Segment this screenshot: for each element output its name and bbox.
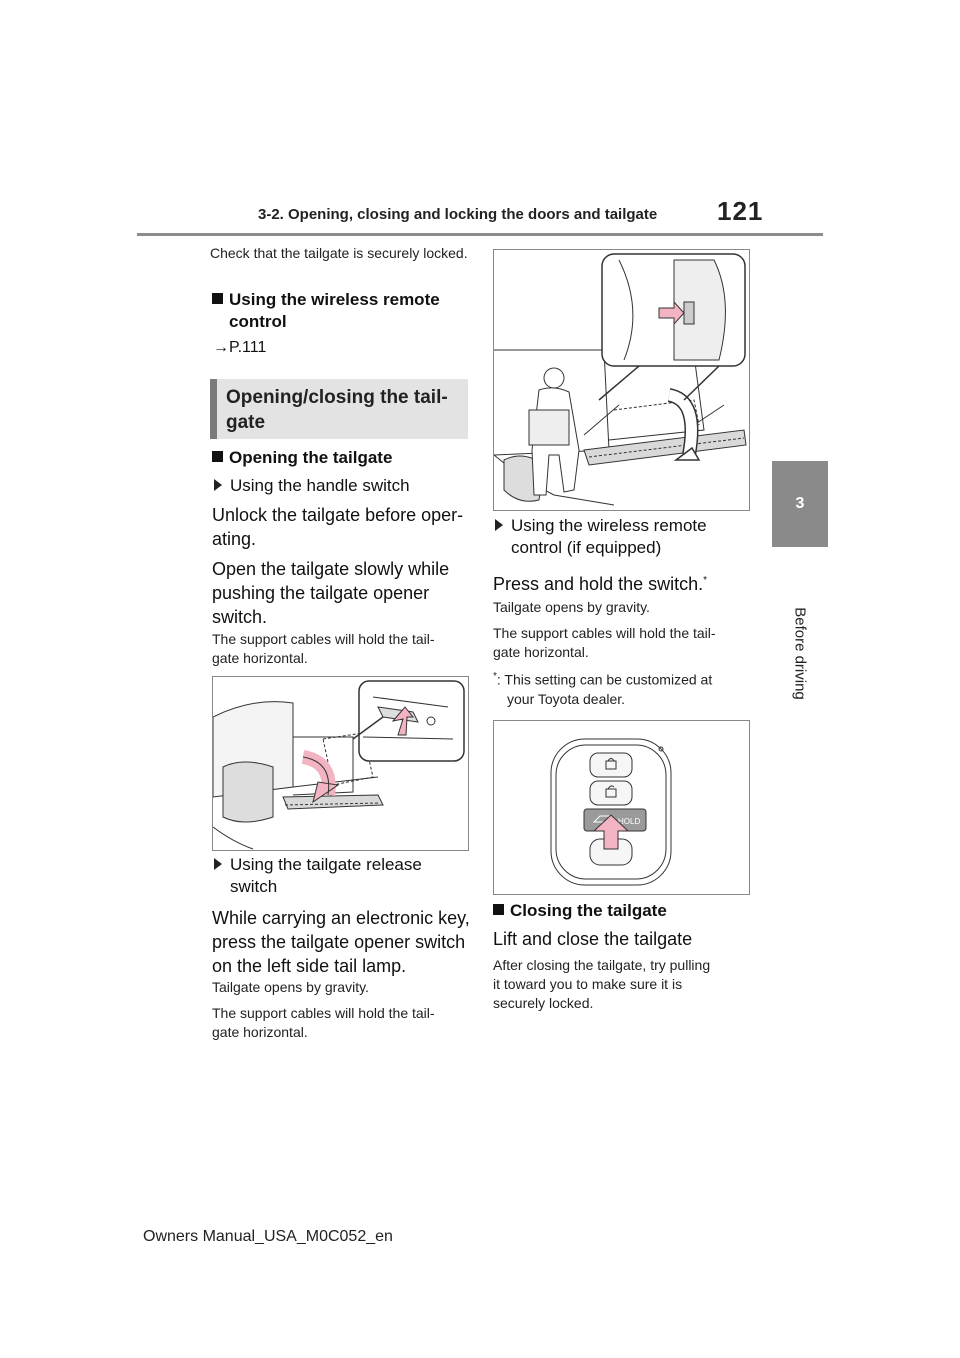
footer-text: Owners Manual_USA_M0C052_en — [143, 1228, 393, 1245]
hold-label: HOLD — [618, 817, 641, 826]
cables-note-2: The support cables will hold the tail- gate horizontal. — [212, 1005, 435, 1040]
square-bullet-icon — [493, 904, 504, 915]
gravity-note: Tailgate opens by gravity. — [212, 979, 369, 995]
customize-footnote: *: This setting can be customized at your Toyota dealer. — [493, 671, 713, 707]
lift-close-instruction: Lift and close the tailgate — [493, 929, 693, 949]
chapter-tab: 3 — [772, 461, 828, 547]
cables-note-right: The support cables will hold the tail- gate horizontal. — [493, 625, 716, 660]
triangle-bullet-icon — [214, 858, 222, 870]
page-number: 121 — [717, 196, 764, 226]
section-title: Opening/closing the tail- gate — [226, 387, 448, 433]
handle-switch-bullet: Using the handle switch — [214, 475, 410, 497]
intro-text: Check that the tailgate is securely locked. — [210, 245, 468, 261]
page-header-title: 3-2. Opening, closing and locking the doors and tailgate — [258, 206, 658, 223]
section-header — [210, 379, 468, 439]
gravity-note-right: Tailgate opens by gravity. — [493, 599, 650, 615]
header-rule — [137, 233, 823, 236]
handle-switch-illustration — [212, 676, 469, 851]
square-bullet-icon — [212, 451, 223, 462]
after-closing-note: After closing the tailgate, try pulling it toward you to make sure it is securely locked. — [493, 957, 711, 1011]
unlock-instruction: Unlock the tailgate before oper- ating. — [212, 505, 464, 549]
remote-control-bullet: Using the wireless remote control (if equipped) — [495, 515, 707, 559]
square-bullet-icon — [212, 293, 223, 304]
remote-heading: Using the wireless remote control — [212, 289, 440, 333]
triangle-bullet-icon — [214, 479, 222, 491]
triangle-bullet-icon — [495, 519, 503, 531]
press-hold-instruction: Press and hold the switch.* — [493, 574, 708, 594]
key-fob-illustration — [493, 720, 750, 895]
carry-key-instruction: While carrying an electronic key, press the tailgate opener switch on the left side tail lamp. — [212, 908, 470, 976]
open-instruction: Open the tailgate slowly while pushing the tailgate opener switch. — [212, 559, 450, 627]
tailgate-open-illustration — [493, 249, 750, 511]
chapter-label: Before driving — [791, 607, 809, 700]
section-accent-bar — [210, 379, 217, 439]
page-reference-link[interactable]: →P.111 — [213, 339, 267, 356]
release-switch-bullet: Using the tailgate release switch — [214, 854, 422, 898]
cables-note: The support cables will hold the tail- gate horizontal. — [212, 631, 435, 666]
closing-heading: Closing the tailgate — [493, 900, 667, 922]
opening-heading: Opening the tailgate — [212, 447, 392, 469]
